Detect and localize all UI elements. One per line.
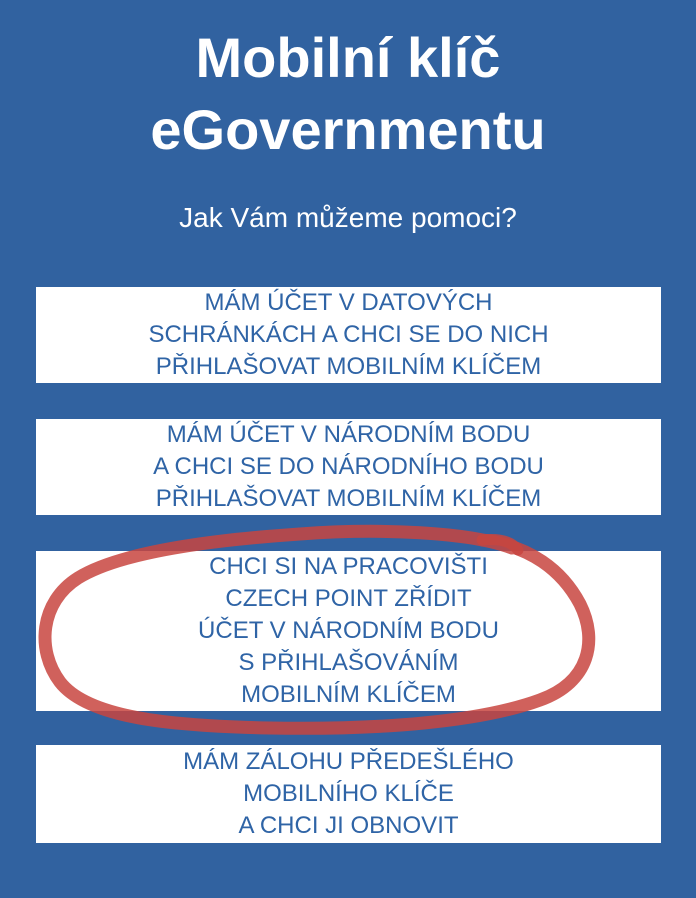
option-label-line: A CHCI JI OBNOVIT	[238, 812, 459, 839]
app-title-line-2: eGovernmentu	[150, 98, 546, 161]
highlight-circle-stroke-overlap	[482, 539, 518, 550]
option-label-line: MOBILNÍM KLÍČEM	[241, 681, 456, 708]
option-label-line: MÁM ZÁLOHU PŘEDEŠLÉHO	[183, 748, 514, 775]
option-label-line: A CHCI SE DO NÁRODNÍHO BODU	[153, 453, 544, 480]
option-label-line: ÚČET V NÁRODNÍM BODU	[198, 617, 499, 644]
option-label-line: CHCI SI NA PRACOVIŠTI	[209, 553, 488, 580]
option-narodni-bod-button[interactable]	[36, 419, 661, 515]
option-label-line: PŘIHLAŠOVAT MOBILNÍM KLÍČEM	[155, 485, 542, 512]
option-label-line: PŘIHLAŠOVAT MOBILNÍM KLÍČEM	[155, 353, 542, 380]
option-label-line: S PŘIHLAŠOVÁNÍM	[238, 649, 459, 676]
app-title	[0, 22, 696, 166]
option-label-line: MÁM ÚČET V NÁRODNÍM BODU	[166, 421, 531, 448]
option-label-line: SCHRÁNKÁCH A CHCI SE DO NICH	[148, 321, 549, 348]
option-label-line: CZECH POINT ZŘÍDIT	[225, 585, 472, 612]
option-datove-schranky-button[interactable]	[36, 287, 661, 383]
option-label-line: MOBILNÍHO KLÍČE	[243, 780, 454, 807]
help-prompt: Jak Vám můžeme pomoci?	[179, 202, 517, 233]
option-obnovit-zalohu-button[interactable]	[36, 745, 661, 843]
option-czech-point-button[interactable]	[36, 551, 661, 711]
option-label-line: MÁM ÚČET V DATOVÝCH	[204, 289, 493, 316]
app-title-line-1: Mobilní klíč	[195, 26, 501, 89]
